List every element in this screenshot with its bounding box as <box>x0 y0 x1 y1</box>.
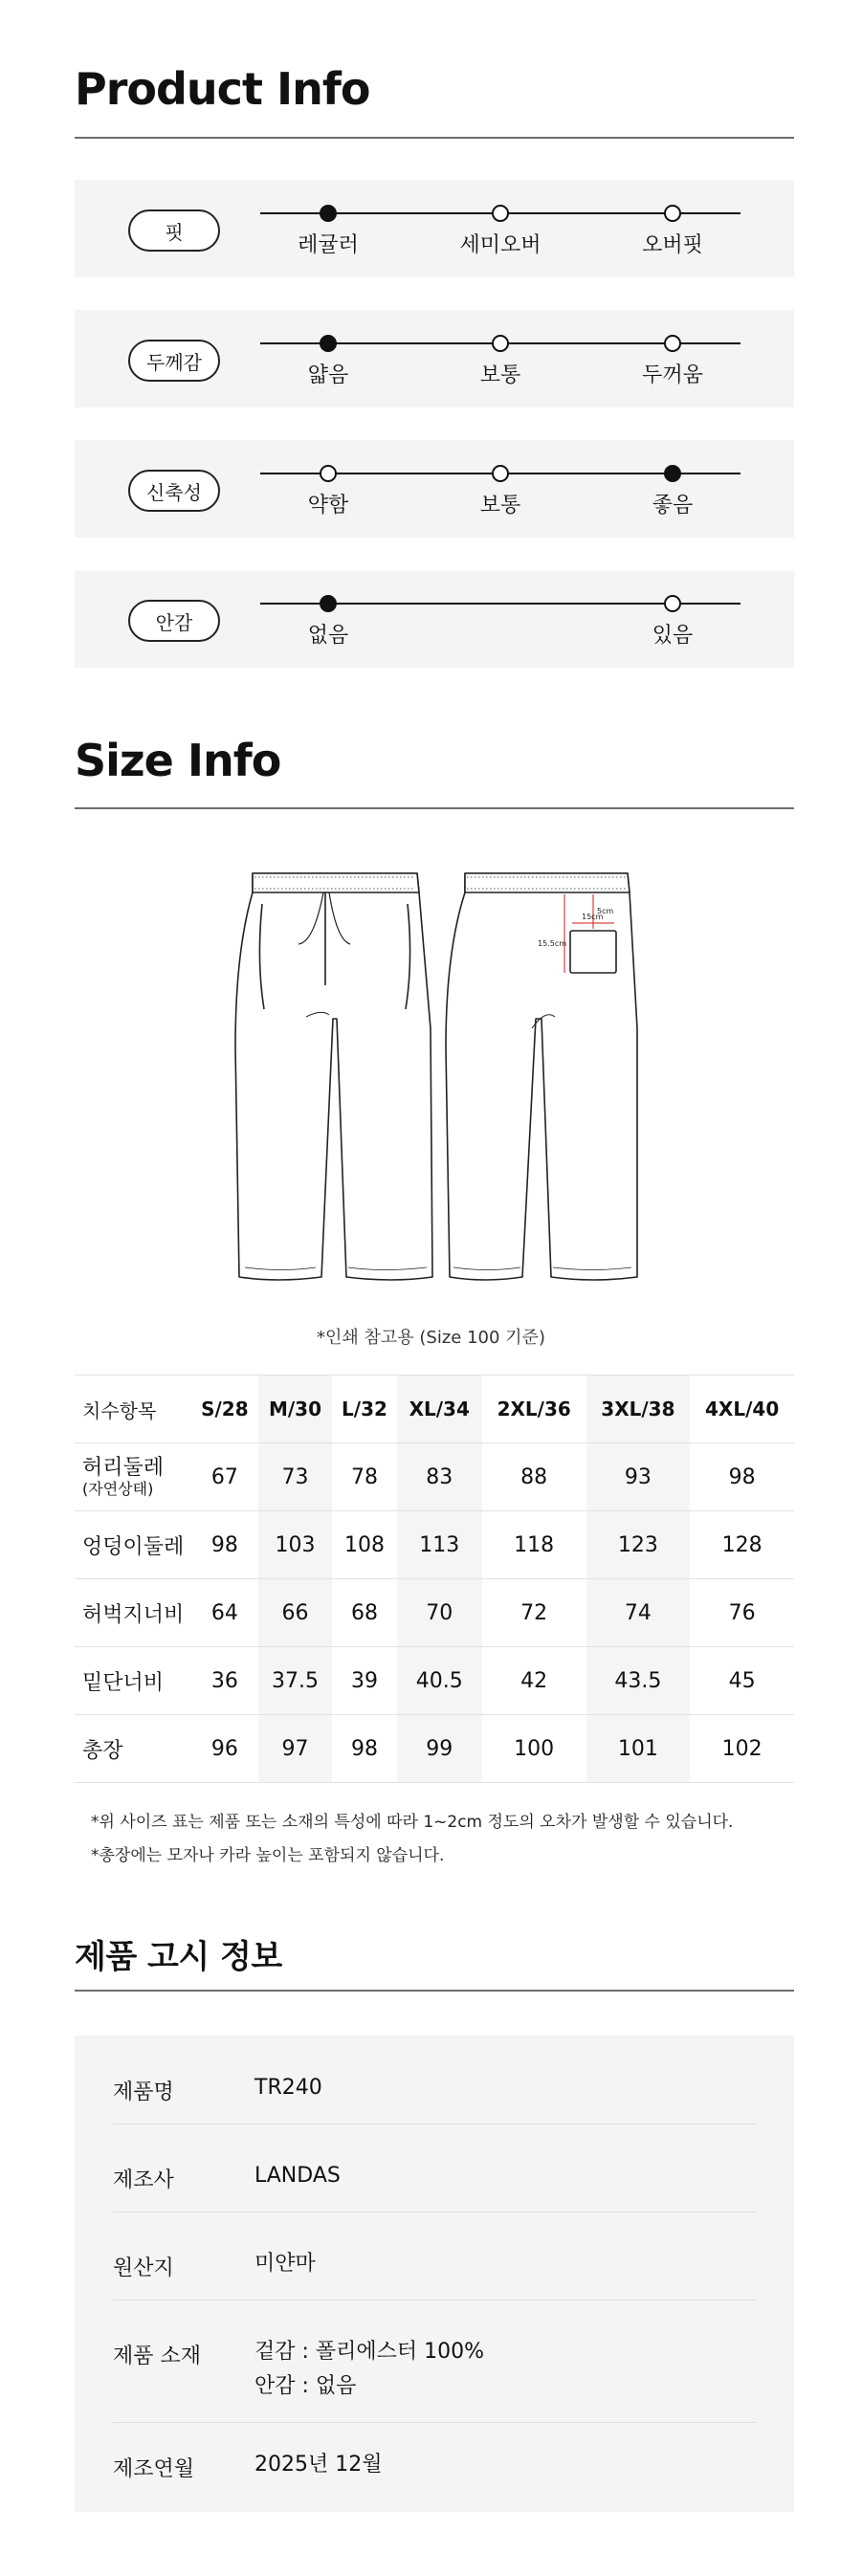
scale-label: 보통 <box>479 363 521 387</box>
table-header-cell: 2XL/36 <box>482 1376 586 1443</box>
table-cell: 74 <box>586 1579 691 1647</box>
table-cell: 103 <box>258 1511 333 1579</box>
info-key: 제품 소재 <box>113 2345 202 2368</box>
info-value: 겉감 : 폴리에스터 100% <box>254 2340 485 2364</box>
info-key: 원산지 <box>113 2257 174 2280</box>
table-cell: 100 <box>482 1715 586 1783</box>
table-cell: 108 <box>332 1511 396 1579</box>
scale-dot <box>492 465 509 482</box>
attr-row-thickness <box>75 310 794 407</box>
scale-label: 약함 <box>307 494 349 517</box>
table-row-label: 총장 <box>75 1715 191 1783</box>
size-table <box>75 1375 794 1783</box>
table-cell: 98 <box>191 1511 258 1579</box>
product-info-divider <box>75 137 794 139</box>
pants-front-outline <box>235 873 432 1280</box>
attr-name-lining: 안감 <box>128 600 220 642</box>
size-table-header <box>75 1376 794 1443</box>
table-cell: 78 <box>332 1443 396 1511</box>
info-value: 미얀마 <box>254 2252 316 2276</box>
size-note: *총장에는 모자나 카라 높이는 포함되지 않습니다. <box>91 1846 445 1865</box>
attr-row-fit <box>75 180 794 277</box>
info-value: TR240 <box>254 2076 322 2100</box>
table-cell: 128 <box>690 1511 794 1579</box>
table-row-label <box>75 1443 191 1511</box>
table-row <box>75 1647 794 1715</box>
table-cell: 88 <box>482 1443 586 1511</box>
table-row <box>75 1511 794 1579</box>
table-cell: 43.5 <box>586 1647 691 1715</box>
product-info-title: Product Info <box>75 63 370 115</box>
table-cell: 118 <box>482 1511 586 1579</box>
info-value: 2025년 12월 <box>254 2453 383 2477</box>
table-cell: 76 <box>690 1579 794 1647</box>
notice-divider <box>75 1990 794 1992</box>
table-row <box>75 1579 794 1647</box>
pants-flat-diagram <box>230 866 641 1291</box>
scale-dot <box>664 335 681 352</box>
table-cell: 93 <box>586 1443 691 1511</box>
row-label-main: 허리둘레 <box>82 1456 165 1480</box>
attr-name-stretch: 신축성 <box>128 470 220 512</box>
table-cell: 68 <box>332 1579 396 1647</box>
size-info-title: Size Info <box>75 735 281 786</box>
table-cell: 97 <box>258 1715 333 1783</box>
notice-info-box <box>75 2036 794 2512</box>
scale-dot-selected <box>320 595 337 612</box>
table-header-cell: 치수항목 <box>75 1376 191 1443</box>
scale-dot <box>664 205 681 222</box>
table-cell: 45 <box>690 1647 794 1715</box>
table-cell: 36 <box>191 1647 258 1715</box>
table-header-cell: L/32 <box>332 1376 396 1443</box>
table-row-label: 엉덩이둘레 <box>75 1511 191 1579</box>
scale-dot-selected <box>320 205 337 222</box>
info-value: LANDAS <box>254 2164 341 2188</box>
size-info-divider <box>75 807 794 809</box>
table-cell: 37.5 <box>258 1647 333 1715</box>
scale-dot <box>320 465 337 482</box>
dim-label-height: 15.5cm <box>538 939 567 948</box>
attr-row-stretch <box>75 440 794 538</box>
table-cell: 72 <box>482 1579 586 1647</box>
table-cell: 83 <box>397 1443 482 1511</box>
scale-label: 있음 <box>652 624 694 648</box>
info-divider <box>113 2300 756 2301</box>
scale-label: 보통 <box>479 494 521 517</box>
print-reference-note: *인쇄 참고용 (Size 100 기준) <box>317 1328 545 1348</box>
table-cell: 99 <box>397 1715 482 1783</box>
scale-dot-selected <box>320 335 337 352</box>
table-cell: 40.5 <box>397 1647 482 1715</box>
notice-title: 제품 고시 정보 <box>75 1938 282 1976</box>
scale-label: 얇음 <box>307 363 349 387</box>
table-header-cell: S/28 <box>191 1376 258 1443</box>
scale-label: 두꺼움 <box>642 363 703 387</box>
info-divider <box>113 2422 756 2423</box>
scale-dot <box>664 595 681 612</box>
size-note: *위 사이즈 표는 제품 또는 소재의 특성에 따라 1~2cm 정도의 오차가 발생할 수 있습니다. <box>91 1813 734 1832</box>
table-cell: 102 <box>690 1715 794 1783</box>
table-header-cell: XL/34 <box>397 1376 482 1443</box>
table-cell: 39 <box>332 1647 396 1715</box>
scale-label: 좋음 <box>652 494 694 517</box>
dim-label-width: 15cm <box>582 913 604 921</box>
attr-row-lining <box>75 570 794 668</box>
table-cell: 101 <box>586 1715 691 1783</box>
table-cell: 42 <box>482 1647 586 1715</box>
scale-label: 레귤러 <box>298 233 359 257</box>
table-cell: 113 <box>397 1511 482 1579</box>
table-header-cell: M/30 <box>258 1376 333 1443</box>
scale-dot-selected <box>664 465 681 482</box>
dim-label-top: 5cm <box>597 907 614 915</box>
table-cell: 98 <box>690 1443 794 1511</box>
scale-label: 없음 <box>307 624 349 648</box>
scale-label: 오버핏 <box>642 233 703 257</box>
table-cell: 123 <box>586 1511 691 1579</box>
table-cell: 66 <box>258 1579 333 1647</box>
table-row-label: 허벅지너비 <box>75 1579 191 1647</box>
table-header-cell: 4XL/40 <box>690 1376 794 1443</box>
back-pocket <box>570 931 616 973</box>
table-row <box>75 1443 794 1511</box>
table-cell: 98 <box>332 1715 396 1783</box>
table-cell: 73 <box>258 1443 333 1511</box>
table-cell: 70 <box>397 1579 482 1647</box>
attr-name-thickness: 두께감 <box>128 340 220 382</box>
attr-name-fit: 핏 <box>128 209 220 252</box>
table-cell: 64 <box>191 1579 258 1647</box>
table-cell: 67 <box>191 1443 258 1511</box>
info-divider <box>113 2212 756 2213</box>
table-cell: 96 <box>191 1715 258 1783</box>
info-value: 안감 : 없음 <box>254 2374 357 2398</box>
info-key: 제품명 <box>113 2081 174 2104</box>
info-divider <box>113 2124 756 2125</box>
info-key: 제조사 <box>113 2169 174 2192</box>
scale-dot <box>492 205 509 222</box>
scale-label: 세미오버 <box>459 233 542 257</box>
table-row <box>75 1715 794 1783</box>
table-row-label: 밑단너비 <box>75 1647 191 1715</box>
row-label-sub: (자연상태) <box>82 1480 154 1498</box>
info-key: 제조연월 <box>113 2457 195 2481</box>
scale-dot <box>492 335 509 352</box>
table-header-cell: 3XL/38 <box>586 1376 691 1443</box>
